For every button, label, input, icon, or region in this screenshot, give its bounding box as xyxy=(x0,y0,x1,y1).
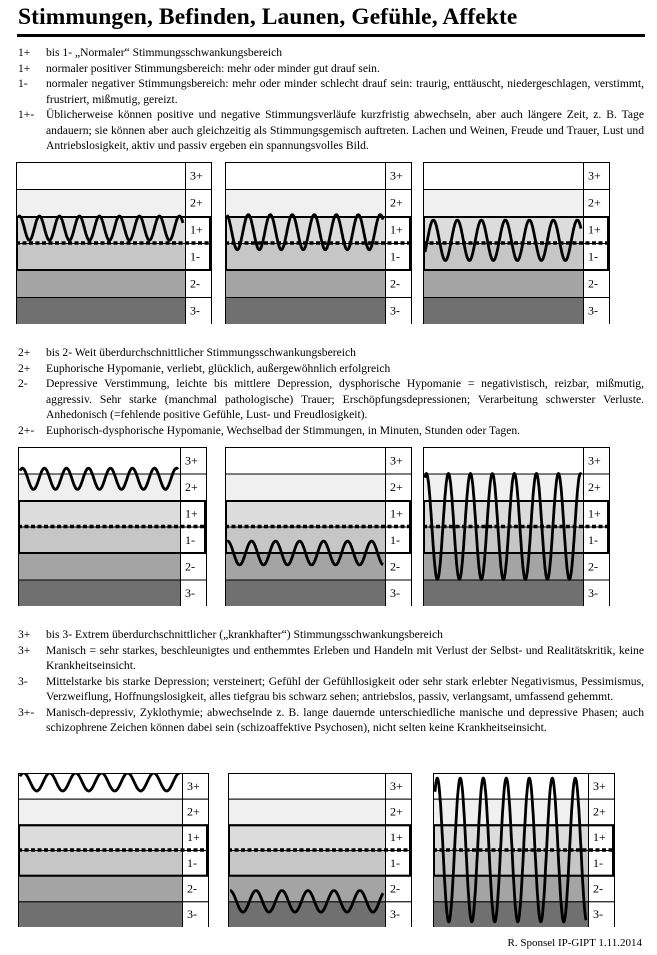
item-code: 2+ xyxy=(18,361,31,375)
mood-band xyxy=(19,580,181,606)
scale-label: 2- xyxy=(185,559,195,574)
scale-label: 2- xyxy=(187,881,197,896)
mood-band xyxy=(226,448,386,475)
mood-band xyxy=(17,163,186,190)
list-item xyxy=(18,674,644,705)
item-text: Mittelstarke bis starke Depression; versteinert; Gefühl der Gefühllosigkeit oder sehr stark erlebter Negativismus, Pessimismus, Verzweiflung, Hoffnungslosigkeit, alles tiefgrau bis schwarz sehen; antriebslos, passiv, verlangsamt, umfassend gehemmt. xyxy=(46,674,644,703)
scale-label: 3+ xyxy=(187,778,200,793)
mood-band xyxy=(17,298,186,325)
mood-band xyxy=(424,298,584,325)
mood-band xyxy=(19,501,181,528)
scale-label: 1+ xyxy=(187,830,200,845)
list-item xyxy=(18,376,644,423)
scale-label: 3+ xyxy=(390,453,403,468)
scale-label: 1- xyxy=(588,532,598,547)
item-text: bis 3- Extrem überdurchschnittlicher („krankhafter“) Stimmungsschwankungsbereich xyxy=(46,628,443,641)
item-code: 3+ xyxy=(18,628,31,641)
item-code: 1- xyxy=(18,77,28,90)
scale-label: 2- xyxy=(390,276,400,291)
scale-label: 3- xyxy=(390,303,400,318)
scale-label: 2- xyxy=(588,559,598,574)
mood-band xyxy=(17,271,186,298)
scale-label: 2+ xyxy=(390,479,403,494)
scale-label: 2+ xyxy=(190,195,203,210)
mood-band xyxy=(424,501,584,528)
mood-band xyxy=(424,448,584,475)
diagram-euphoric-dysphoric xyxy=(423,447,610,606)
scale-label: 2- xyxy=(588,276,598,291)
section-3-text xyxy=(18,627,644,736)
mood-band xyxy=(19,825,183,851)
mood-band xyxy=(226,190,386,217)
mood-band xyxy=(424,527,584,554)
mood-band xyxy=(229,825,386,851)
scale-label: 1+ xyxy=(390,830,403,845)
scale-label: 1- xyxy=(390,855,400,870)
item-text: bis 2- Weit überdurchschnittlicher Stimmungsschwankungsbereich xyxy=(46,346,356,359)
scale-label: 1+ xyxy=(588,222,601,237)
diagram-normal-positive xyxy=(16,162,212,324)
item-code: 1+ xyxy=(18,61,31,75)
scale-label: 3+ xyxy=(588,168,601,183)
list-item xyxy=(18,61,644,77)
scale-label: 1- xyxy=(390,249,400,264)
scale-label: 3- xyxy=(588,303,598,318)
scale-label: 2+ xyxy=(390,804,403,819)
item-text: normaler positiver Stimmungsbereich: mehr oder minder gut drauf sein. xyxy=(46,61,380,75)
scale-label: 1- xyxy=(190,249,200,264)
mood-band xyxy=(19,527,181,554)
scale-label: 2- xyxy=(593,881,603,896)
list-item xyxy=(18,705,644,736)
list-item xyxy=(18,45,644,61)
item-text: Üblicherweise können positive und negative Stimmungsverläufe kurzfristig abwechseln, aber auch längere Zeit, z. B. Tage andauern; sie können aber auch gleichzeitig als Stimmungsgemisch auftreten. Lachen und Weinen, Freude und Trauer, Lust und Antriebslosigkeit, aktiv und passiv ergeben ein spannungsvolles Bild. xyxy=(46,108,644,152)
scale-label: 3+ xyxy=(190,168,203,183)
scale-label: 2+ xyxy=(588,479,601,494)
scale-label: 3- xyxy=(593,907,603,922)
scale-label: 2- xyxy=(190,276,200,291)
mood-band xyxy=(434,876,589,902)
section-2-text xyxy=(18,345,644,438)
item-text: Euphorisch-dysphorische Hypomanie, Wechselbad der Stimmungen, in Minuten, Stunden oder Tagen. xyxy=(46,423,521,437)
scale-label: 1- xyxy=(390,532,400,547)
item-code: 1+ xyxy=(18,46,31,59)
scale-label: 1- xyxy=(593,855,603,870)
mood-band xyxy=(424,190,584,217)
scale-label: 1+ xyxy=(390,506,403,521)
scale-label: 2+ xyxy=(390,195,403,210)
diagram-manic-depressive xyxy=(433,773,615,927)
mood-band xyxy=(226,554,386,581)
diagram-severe-depression xyxy=(228,773,412,927)
scale-label: 3- xyxy=(185,585,195,600)
item-code: 2+- xyxy=(18,423,35,437)
scale-label: 1- xyxy=(185,532,195,547)
list-item xyxy=(18,345,644,361)
mood-band xyxy=(226,163,386,190)
scale-label: 2+ xyxy=(185,479,198,494)
scale-label: 3+ xyxy=(593,778,606,793)
scale-label: 2- xyxy=(390,881,400,896)
diagram-depressive-mood xyxy=(225,447,412,606)
mood-band xyxy=(424,580,584,606)
scale-label: 3- xyxy=(390,907,400,922)
mood-band xyxy=(19,474,181,501)
mood-band xyxy=(226,474,386,501)
item-code: 3+- xyxy=(18,705,35,719)
section-1-text xyxy=(18,45,644,154)
mood-band xyxy=(17,244,186,271)
list-item xyxy=(18,107,644,154)
mood-band xyxy=(424,271,584,298)
mood-band xyxy=(19,554,181,581)
mood-band xyxy=(229,851,386,877)
mood-band xyxy=(229,799,386,825)
item-code: 2+ xyxy=(18,346,31,359)
scale-label: 1+ xyxy=(593,830,606,845)
scale-label: 3- xyxy=(190,303,200,318)
list-item xyxy=(18,643,644,674)
scale-label: 1- xyxy=(588,249,598,264)
mood-band xyxy=(17,190,186,217)
list-item xyxy=(18,76,644,107)
title-underline xyxy=(17,34,645,37)
scale-label: 3- xyxy=(588,585,598,600)
list-item xyxy=(18,423,644,439)
list-item xyxy=(18,361,644,377)
diagram-hypomanic-positive xyxy=(18,447,207,606)
mood-band xyxy=(229,774,386,800)
mood-band xyxy=(19,902,183,927)
scale-label: 3+ xyxy=(185,453,198,468)
mood-band xyxy=(226,271,386,298)
scale-label: 1- xyxy=(187,855,197,870)
diagram-manic xyxy=(18,773,209,927)
item-text: bis 1- „Normaler“ Stimmungsschwankungsbereich xyxy=(46,46,283,59)
scale-label: 1+ xyxy=(185,506,198,521)
item-code: 2- xyxy=(18,377,28,390)
diagram-normal-negative xyxy=(423,162,610,324)
item-code: 3+ xyxy=(18,643,31,657)
page-title: Stimmungen, Befinden, Launen, Gefühle, Affekte xyxy=(18,4,518,30)
item-text: normaler negativer Stimmungsbereich: mehr oder minder schlecht drauf sein: traurig, enttäuscht, niedergeschlagen, verstimmt, frustriert, mißmutig, gereizt. xyxy=(46,77,644,106)
scale-label: 1+ xyxy=(390,222,403,237)
item-text: Euphorische Hypomanie, verliebt, glücklich, außergewöhnlich erfolgreich xyxy=(46,361,391,375)
scale-label: 2+ xyxy=(187,804,200,819)
scale-label: 2+ xyxy=(593,804,606,819)
scale-label: 3+ xyxy=(390,168,403,183)
mood-band xyxy=(226,501,386,528)
scale-label: 1+ xyxy=(588,506,601,521)
item-code: 3- xyxy=(18,674,28,688)
scale-label: 1+ xyxy=(190,222,203,237)
scale-label: 3+ xyxy=(588,453,601,468)
item-text: Manisch = sehr starkes, beschleunigtes und enthemmtes Erleben und Handeln mit Verlust der Selbst- und Realitätskritik, keine Krankheitseinsicht. xyxy=(46,643,644,672)
scale-label: 2+ xyxy=(588,195,601,210)
mood-band xyxy=(229,902,386,927)
scale-label: 2- xyxy=(390,559,400,574)
diagram-normal-mixed xyxy=(225,162,412,324)
mood-band xyxy=(226,298,386,325)
mood-band xyxy=(226,580,386,606)
mood-band xyxy=(19,799,183,825)
list-item xyxy=(18,627,644,643)
author-credit: R. Sponsel IP-GIPT 1.11.2014 xyxy=(507,937,642,949)
scale-label: 3+ xyxy=(390,778,403,793)
mood-band xyxy=(19,851,183,877)
item-text: Manisch-depressiv, Zyklothymie; abwechselnde z. B. lange dauernde unterschiedliche manische und depressive Phasen; auch schizophrene Zeichen können dabei sein (schizoaffektive Psychosen), nicht selten keine Krankheitseinsicht. xyxy=(46,705,644,734)
scale-label: 3- xyxy=(390,585,400,600)
item-code: 1+- xyxy=(18,108,35,121)
item-text: Depressive Verstimmung, leichte bis mittlere Depression, dysphorische Hypomanie = negativistisch, reizbar, mißmutig, aggressiv. Sehr starke (manchmal pathologische) Trauer; Erschöpfungsdepressionen; Verarbeitung schwerster Verluste. Anhedonisch (=fehlende positive Gefühle, Lust- und Freudlosigkeit). xyxy=(46,377,644,421)
mood-band xyxy=(19,876,183,902)
scale-label: 3- xyxy=(187,907,197,922)
mood-band xyxy=(424,163,584,190)
